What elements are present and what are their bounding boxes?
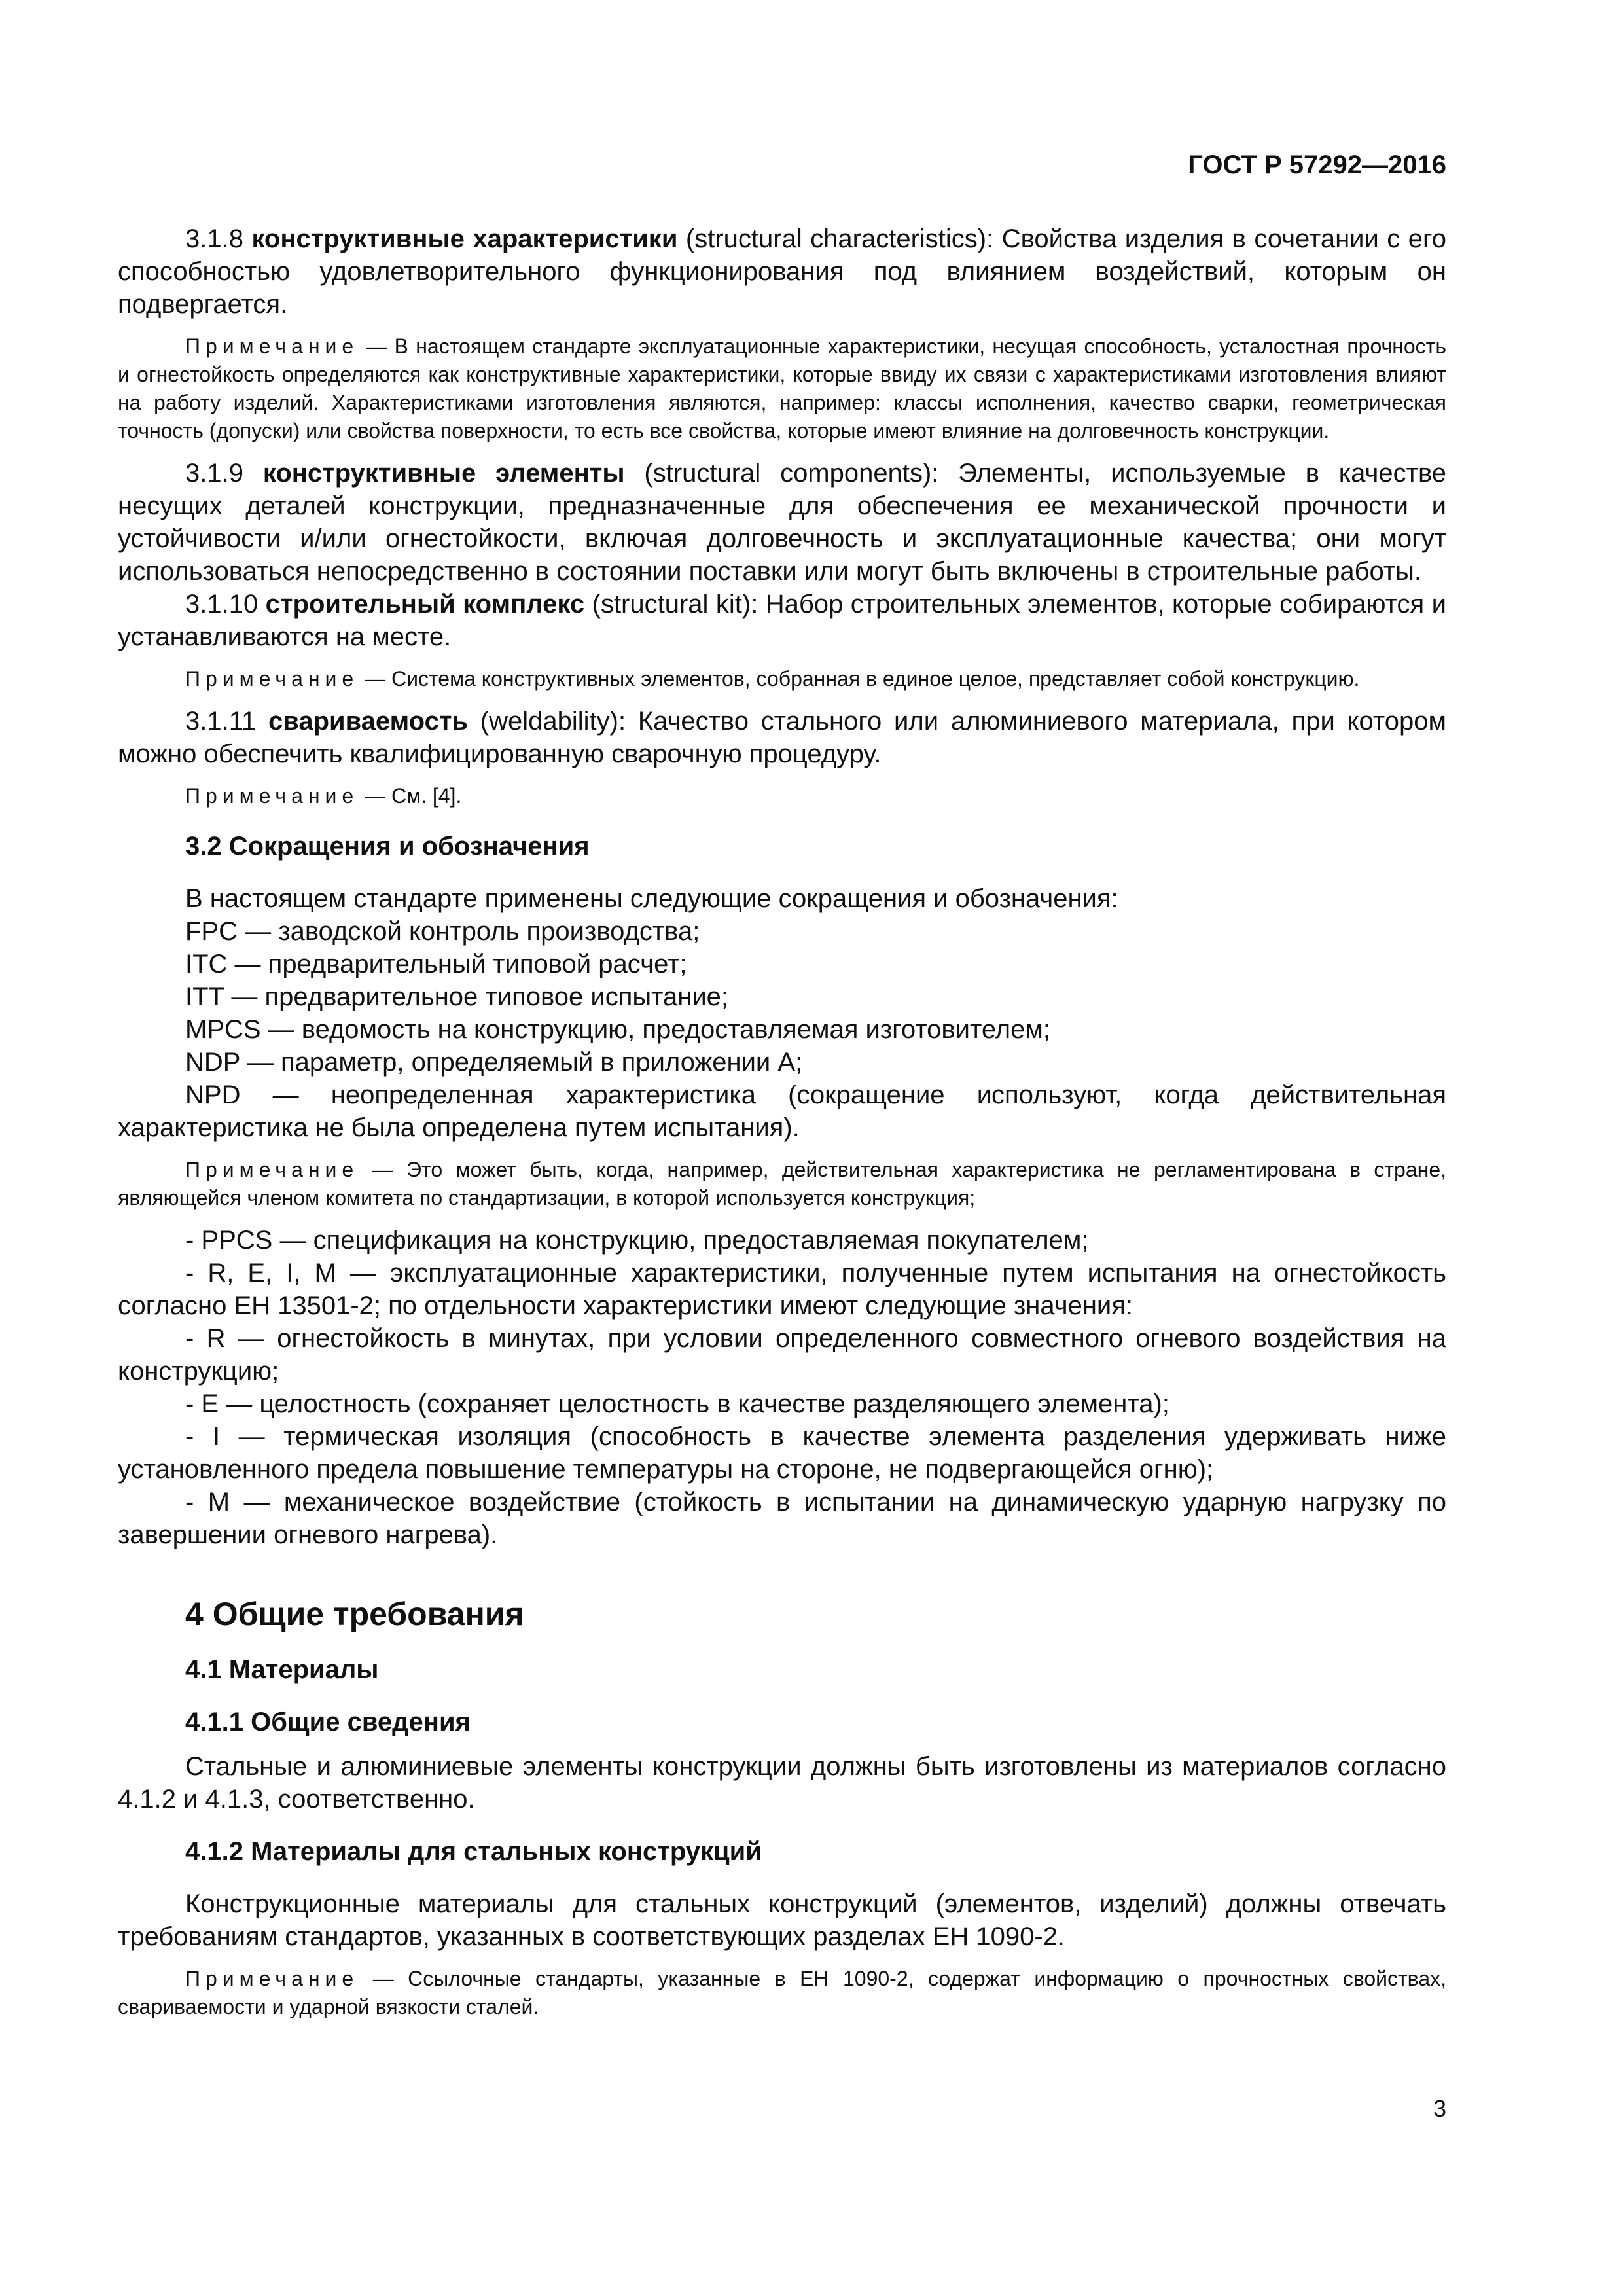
- heading-4-1-2: 4.1.2 Материалы для стальных конструкций: [185, 1837, 762, 1866]
- definition-text: (structural characteristics): Свойства изделия в сочетании с его способностью удовлетворительного функционирования под влиянием воздействий, которым он подвергается.: [118, 224, 1446, 319]
- page-number: 3: [1433, 2095, 1446, 2122]
- clause-3-1-11: [118, 705, 1446, 770]
- note-3-1-11: [118, 782, 1446, 810]
- clause-3-1-9: [118, 457, 1446, 588]
- note-label: Примечание: [185, 334, 359, 358]
- dash-item: - E — целостность (сохраняет целостность в качестве разделяющего элемента);: [185, 1390, 1169, 1418]
- note-text: — В настоящем стандарте эксплуатационные характеристики, несущая способность, усталостная прочность и огнестойкость определяются как конструктивные характеристики, которые ввиду их связи с характеристиками изготовления влияют на работу изделий. Характеристиками изготовления являются, например: классы исполнения, качество сварки, геометрическая точность (допуски) или свойства поверхности, то есть все свойства, которые имеют влияние на долговечность конструкции.: [118, 334, 1447, 442]
- dash-item: - M — механическое воздействие (стойкость в испытании на динамическую ударную нагрузку по завершении огневого нагрева).: [118, 1488, 1446, 1549]
- clause-number: 3.1.10: [185, 590, 259, 619]
- clause-number: 3.1.8: [185, 224, 243, 253]
- abbr-item: MPCS — ведомость на конструкцию, предоставляемая изготовителем;: [185, 1015, 1050, 1044]
- heading-4: 4 Общие требования: [185, 1596, 524, 1632]
- document-body: [118, 223, 1446, 2021]
- note-text: — Система конструктивных элементов, собранная в единое целое, представляет собой конструкцию.: [365, 667, 1360, 691]
- abbr-item: ITT — предварительное типовое испытание;: [185, 982, 729, 1011]
- abbr-item: NDP — параметр, определяемый в приложении А;: [185, 1048, 803, 1077]
- note-text: — Это может быть, когда, например, действительная характеристика не регламентирована в стране, являющейся членом комитета по стандартизации, в которой используется конструкция;: [118, 1158, 1447, 1210]
- term: конструктивные элементы: [262, 459, 625, 488]
- clause-number: 3.1.9: [185, 459, 243, 488]
- definition-text: (structural kit): Набор строительных элементов, которые собираются и устанавливаются на месте.: [118, 590, 1446, 651]
- note-text: — Ссылочные стандарты, указанные в ЕН 1090-2, содержат информацию о прочностных свойствах, свариваемости и ударной вязкости сталей.: [118, 1967, 1447, 2018]
- dash-item: - I — термическая изоляция (способность в качестве элемента разделения удерживать ниже установленного предела повышение температуры на стороне, не подвергающейся огню);: [118, 1422, 1446, 1484]
- abbr-item: ITC — предварительный типовой расчет;: [185, 950, 687, 978]
- heading-4-1: 4.1 Материалы: [185, 1655, 379, 1684]
- definition-text: (weldability): Качество стального или алюминиевого материала, при котором можно обеспечить квалифицированную сварочную процедуру.: [118, 707, 1446, 768]
- abbr-item: NPD — неопределенная характеристика (сокращение используют, когда действительная характеристика не была определена путем испытания).: [118, 1081, 1446, 1142]
- term: строительный комплекс: [265, 590, 585, 619]
- dash-item: - R — огнестойкость в минутах, при условии определенного совместного огневого воздействия на конструкцию;: [118, 1324, 1446, 1386]
- term: свариваемость: [268, 707, 469, 736]
- note-label: Примечание: [185, 667, 359, 691]
- note-3-2: [118, 1156, 1446, 1212]
- note-label: Примечание: [185, 784, 359, 808]
- note-3-1-8: [118, 332, 1446, 445]
- clause-4-1-2-text: Конструкционные материалы для стальных конструкций (элементов, изделий) должны отвечать требованиям стандартов, указанных в соответствующих разделах ЕН 1090-2.: [118, 1890, 1446, 1951]
- abbr-intro: В настоящем стандарте применены следующие сокращения и обозначения:: [185, 884, 1118, 913]
- clause-3-1-10: [118, 588, 1446, 653]
- clause-number: 3.1.11: [185, 707, 257, 736]
- abbr-item: FPC — заводской контроль производства;: [185, 917, 700, 946]
- note-label: Примечание: [185, 1158, 359, 1181]
- document-standard-id: ГОСТ Р 57292—2016: [1188, 151, 1446, 179]
- definition-text: (structural components): Элементы, используемые в качестве несущих деталей конструкции, предназначенные для обеспечения ее механической прочности и устойчивости и/или огнестойкости, включая долговечность и эксплуатационные качества; они могут использоваться непосредственно в состоянии поставки или могут быть включены в строительные работы.: [118, 459, 1447, 586]
- heading-3-2: 3.2 Сокращения и обозначения: [185, 832, 590, 861]
- dash-item: - PPCS — спецификация на конструкцию, предоставляемая покупателем;: [185, 1226, 1089, 1255]
- clause-3-1-8: [118, 223, 1446, 321]
- heading-4-1-1: 4.1.1 Общие сведения: [185, 1708, 471, 1736]
- note-3-1-10: [118, 665, 1446, 693]
- note-4-1-2: [118, 1965, 1446, 2021]
- note-text: — См. [4].: [365, 784, 462, 808]
- term: конструктивные характеристики: [251, 224, 678, 253]
- dash-item: - R, E, I, M — эксплуатационные характеристики, полученные путем испытания на огнестойкость согласно ЕН 13501-2; по отдельности характеристики имеют следующие значения:: [118, 1259, 1446, 1320]
- note-label: Примечание: [185, 1967, 359, 1990]
- clause-4-1-1-text: Стальные и алюминиевые элементы конструкции должны быть изготовлены из материалов согласно 4.1.2 и 4.1.3, соответственно.: [118, 1752, 1446, 1814]
